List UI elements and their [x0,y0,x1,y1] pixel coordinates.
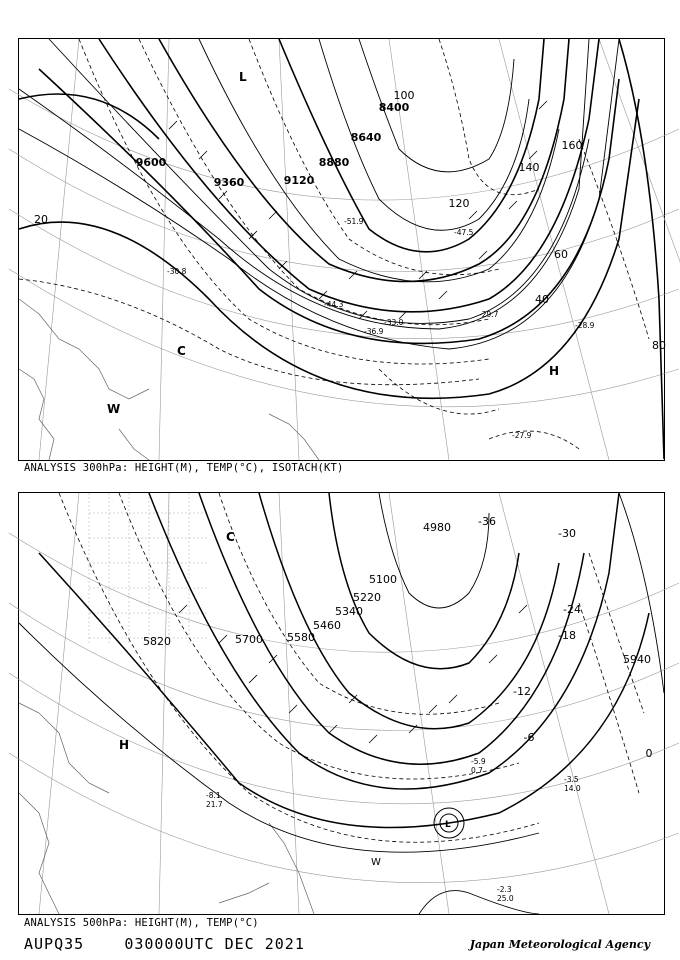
temp-label-group [478,515,652,760]
high-center: H [549,364,560,378]
temp-label: -47.5 [454,228,474,237]
station-value-group [206,757,581,903]
isotherms [19,39,649,449]
height-label: 8640 [350,131,382,144]
coastline [19,703,314,914]
height-label: 5940 [623,653,651,666]
temp-label: -12 [513,685,531,698]
temp-label: -51.9 [344,217,364,226]
wind-barbs [179,605,527,743]
height-label: 5580 [287,631,315,644]
temp-label: -24 [563,603,581,616]
height-label: 5820 [143,635,171,648]
chart-500hpa [18,492,665,915]
isotach-label: 40 [535,293,549,306]
isotach-label: 140 [518,161,540,174]
temp-label: -44.3 [324,300,344,309]
station-value: -3.5 [564,775,579,784]
footer-chart-id [24,935,305,953]
temp-label: -36 [478,515,496,528]
cold-center: C [177,344,186,358]
low-center: L [445,820,451,830]
isotach-label: 100 [393,89,415,102]
cold-center: C [226,530,235,544]
isotach-label: 60 [554,248,568,261]
temp-label: -30.8 [167,267,187,276]
pressure-center-group [107,70,559,416]
height-contours [39,493,649,828]
high-center: H [119,738,130,752]
height-label: 9120 [283,174,315,187]
agency-name: Japan Meteorological Agency [469,938,650,951]
station-value: -2.3 [497,885,512,894]
temp-label: -33.0 [384,318,404,327]
coastline [19,299,319,460]
chart-datetime: 030000UTC DEC 2021 [124,935,305,953]
height-label: 9600 [135,156,167,169]
height-label: 4980 [423,521,451,534]
temp-label: -18 [558,629,576,642]
temp-label: -28.9 [575,321,595,330]
map-300hpa [19,39,664,460]
height-label: 9360 [213,176,245,189]
temp-label: -27.9 [512,431,532,440]
isotach-label: 20 [34,213,48,226]
chart-code: AUPQ35 [24,935,85,953]
height-contours [19,39,619,349]
temp-label: 0 [645,747,653,760]
station-value: 21.7 [206,800,223,809]
low-center: L [239,70,247,84]
temp-label: -30 [558,527,576,540]
height-label: 5340 [335,605,363,618]
station-value: -5.9 [471,757,486,766]
height-label: 8400 [378,101,410,114]
warm-center: W [107,402,121,416]
temp-label-group [167,217,595,440]
temp-label: -36.9 [364,327,384,336]
station-value: 25.0 [497,894,514,903]
isotach-label: 80 [652,339,666,352]
height-label: 8880 [318,156,350,169]
chart-300hpa [18,38,665,461]
height-label: 5100 [369,573,397,586]
isotach-label: 120 [448,197,470,210]
temp-label: -6 [523,731,535,744]
temp-label: -29.7 [479,310,499,319]
isotach-label: 160 [561,139,583,152]
station-value: 14.0 [564,784,581,793]
caption-500hpa: ANALYSIS 500hPa: HEIGHT(M), TEMP(°C) [24,917,259,929]
station-value: 0.7 [471,766,483,775]
station-value: -8.1 [206,791,221,800]
height-label: 5700 [235,633,263,646]
height-label: 5220 [353,591,381,604]
height-label: 5460 [313,619,341,632]
map-500hpa [19,493,664,914]
isotherms [59,493,644,842]
graticule [9,493,679,914]
warm-center: W [371,857,381,868]
caption-300hpa: ANALYSIS 300hPa: HEIGHT(M), TEMP(°C), ISOTACH(KT) [24,462,344,474]
height-contours-thin [19,493,664,914]
